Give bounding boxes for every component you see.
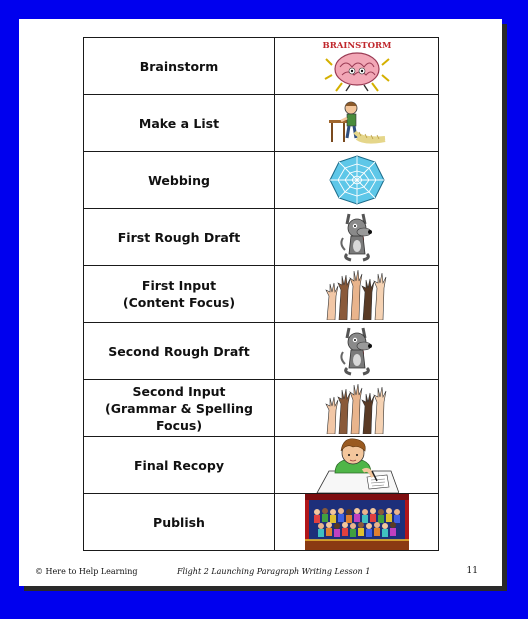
raised-hands-icon [323, 268, 391, 320]
copyright-text: © Here to Help Learning [35, 567, 138, 576]
step-title: Final Recopy [134, 457, 224, 473]
step-label [84, 266, 275, 323]
table-row [84, 209, 439, 266]
document-page [19, 19, 502, 586]
writing-process-table [83, 37, 439, 551]
table-row [84, 38, 439, 95]
brainstorm-icon [322, 39, 392, 93]
step-title: Second Input [132, 383, 226, 399]
table-row [84, 152, 439, 209]
table-row [84, 95, 439, 152]
step-label [84, 95, 275, 152]
step-subtitle: (Content Focus) [122, 295, 236, 310]
step-subtitle: (Grammar & Spelling Focus) [105, 400, 253, 433]
student-writing-icon [315, 437, 399, 493]
page-number: 11 [466, 566, 478, 576]
writing-child-icon [325, 98, 389, 148]
table-row [84, 380, 439, 437]
stage-audience-icon [305, 494, 409, 550]
table-row [84, 266, 439, 323]
step-title: Second Rough Draft [108, 343, 250, 359]
table-row [84, 323, 439, 380]
step-title: Brainstorm [139, 58, 219, 74]
lesson-title: Flight 2 Launching Paragraph Writing Lesson 1 [177, 567, 371, 576]
table-row [84, 494, 439, 551]
brainstorm-banner: BRAINSTORM [322, 41, 391, 51]
table-row [84, 437, 439, 494]
step-label [84, 380, 275, 437]
step-label [84, 494, 275, 551]
step-label [84, 437, 275, 494]
step-title: Webbing [148, 172, 210, 188]
step-label [84, 323, 275, 380]
spider-web-icon [327, 154, 387, 206]
step-title: First Input [141, 278, 217, 293]
step-title: First Rough Draft [117, 229, 241, 245]
step-label [84, 152, 275, 209]
page-footer [35, 567, 478, 581]
step-title: Make a List [138, 115, 220, 131]
step-label [84, 209, 275, 266]
step-title: Publish [153, 514, 205, 530]
dog-icon [337, 324, 377, 378]
dog-icon [337, 210, 377, 264]
raised-hands-icon [323, 382, 391, 434]
step-label [84, 38, 275, 95]
